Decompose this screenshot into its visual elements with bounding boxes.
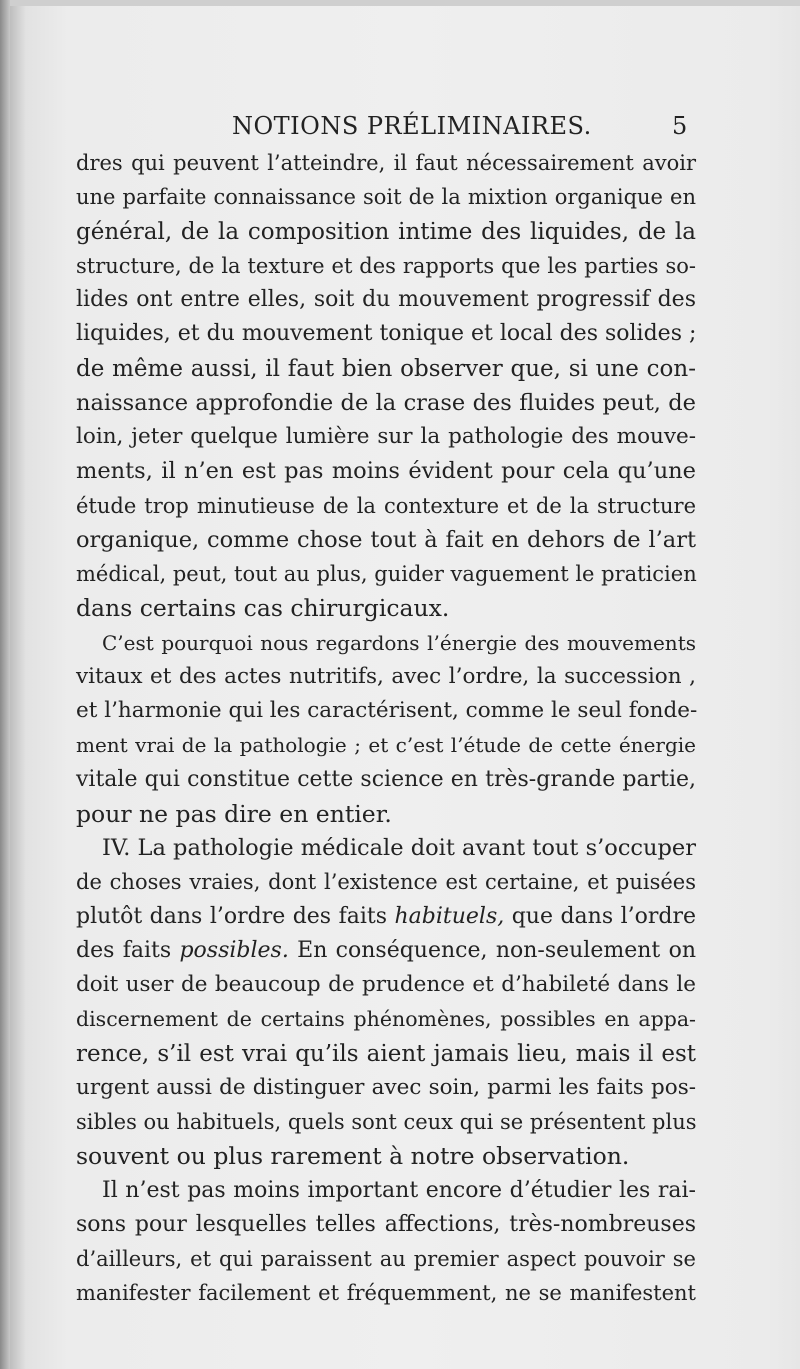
text-line: manifester facilement et fréquemment, ne se manifestent [76,1281,696,1306]
text-line: discernement de certains phénomènes, possibles en appa- [76,1007,696,1032]
text-line: et l’harmonie qui les caractérisent, comme le seul fonde- [76,698,698,723]
text-line: étude trop minutieuse de la contexture et de la structure [76,493,696,518]
page-number: 5 [672,112,688,140]
page-header [0,112,800,146]
text-line: rence, s’il est vrai qu’ils aient jamais lieu, mais il est [76,1040,696,1067]
body-text [76,146,696,1311]
text-line: vitale qui constitue cette science en très-grande partie, [76,766,696,792]
paragraph-start-line: IV. La pathologie médicale doit avant tout s’occuper [102,835,696,861]
text-line: structure, de la texture et des rapports que les parties so- [76,253,696,278]
text-line: organique, comme chose tout à fait en dehors de l’art [76,526,696,553]
text-segment: plutôt dans l’ordre des faits [76,903,395,929]
text-line: sons pour lesquelles telles affections, très-nombreuses [76,1211,696,1237]
page-gutter-shadow [0,0,10,1369]
text-segment: que dans l’ordre [504,903,696,929]
text-line: de choses vraies, dont l’existence est certaine, et puisées [76,870,696,895]
text-line: lides ont entre elles, soit du mouvement progressif des [76,287,696,312]
text-line: dans certains cas chirurgicaux. [76,594,450,623]
text-line: doit user de beaucoup de prudence et d’habileté dans le [76,972,696,997]
text-segment: des faits [76,937,180,963]
text-line: médical, peut, tout au plus, guider vaguement le praticien [76,562,697,586]
text-line: d’ailleurs, et qui paraissent au premier aspect pouvoir se [76,1247,696,1271]
text-line: souvent ou plus rarement à notre observation. [76,1142,630,1171]
paragraph-start-line: C’est pourquoi nous regardons l’énergie des mouvements [102,630,696,655]
text-line: sibles ou habituels, quels sont ceux qui se présentent plus [76,1110,697,1134]
text-line: général, de la composition intime des liquides, de la [76,218,696,245]
text-line: pour ne pas dire en entier. [76,799,392,828]
text-line [76,934,696,968]
text-line: de même aussi, il faut bien observer que, si une con- [76,355,696,382]
text-segment: En conséquence, non-seulement on [288,937,696,963]
text-line: liquides, et du mouvement tonique et local des solides ; [76,321,697,347]
text-line: ments, il n’en est pas moins évident pour cela qu’une [76,458,696,485]
italic-term: habituels, [394,903,505,929]
text-line: ment vrai de la pathologie ; et c’est l’étude de cette énergie [76,733,696,758]
text-line: naissance approfondie de la crase des fluides peut, de [76,389,696,416]
text-line: urgent aussi de distinguer avec soin, parmi les faits pos- [76,1074,696,1100]
text-line: une parfaite connaissance soit de la mixtion organique en [76,185,696,210]
text-line: loin, jeter quelque lumière sur la pathologie des mouve- [76,424,696,449]
text-line [76,900,696,934]
paragraph-start-line: Il n’est pas moins important encore d’étudier les rai- [102,1177,696,1203]
italic-term: possibles. [179,937,289,963]
text-line: vitaux et des actes nutritifs, avec l’ordre, la succession , [76,663,696,689]
running-title: NOTIONS PRÉLIMINAIRES. [232,112,592,140]
text-line: dres qui peuvent l’atteindre, il faut nécessairement avoir [76,151,696,175]
